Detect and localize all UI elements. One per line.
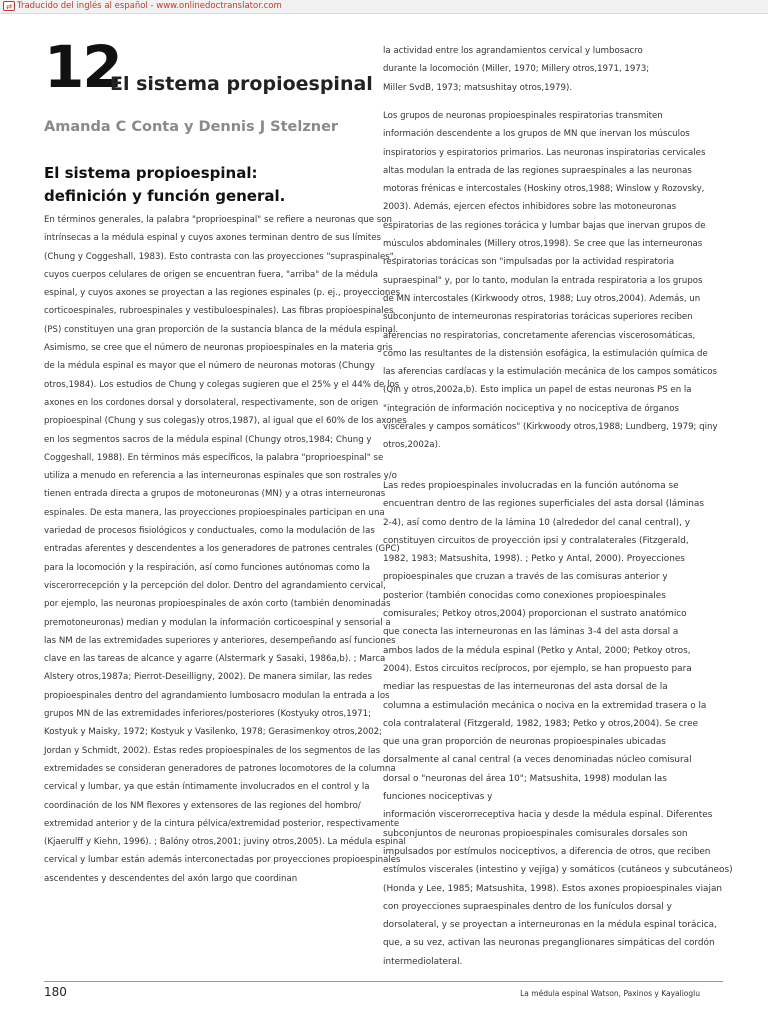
text-line: propioespinales que cruzan a través de las comisuras anterior y [383,572,668,583]
text-line: que, a su vez, activan las neuronas preganglionares simpáticas del cordón [383,938,715,949]
text-line: viscerorrecepción y la percepción del dolor. Dentro del agrandamiento cervical, [44,580,386,591]
text-line: información descendente a los grupos de MN que inervan los músculos [383,129,690,140]
text-line: otros,2002a). [383,440,441,451]
text-line: durante la locomoción (Miller, 1970; Millery otros,1971, 1973; [383,64,650,75]
text-line: coordinación de los NM flexores y extensores de las regiones del hombro/ [44,800,361,811]
text-line: Kostyuk y Maisky, 1972; Kostyuk y Vasilenko, 1978; Gerasimenkoy otros,2002; [44,727,383,738]
right-column-paragraph-2 [383,107,723,455]
text-line: subconjuntos de neuronas propioespinales comisurales dorsales son [383,828,688,839]
text-line: con proyecciones supraespinales dentro de los funículos dorsal y [383,901,672,912]
text-line: las NM de las extremidades superiores y anteriores, desempeñando así funciones [44,635,396,646]
text-line: posterior (también conocidas como conexiones propioespinales [383,590,666,601]
text-line: Coggeshall, 1988). En términos más específicos, la palabra "proprioespinal" se [44,452,384,463]
text-line: cola contralateral (Fitzgerald, 1982, 1983; Petko y otros,2004). Se cree [383,718,699,729]
text-line: intrínsecas a la médula espinal y cuyos axones terminan dentro de sus límites [44,233,381,244]
page-number: 180 [44,985,67,999]
text-line: intermediolateral. [383,956,463,967]
text-line: (Kjaerulff y Kiehn, 1996). ; Balóny otros,2001; juviny otros,2005). La médula espinal [44,837,406,848]
text-line: columna a estimulación mecánica o nociva en la extremidad trasera o la [383,700,707,711]
text-line: las aferencias cardíacas y la estimulación mecánica de los campos somáticos [383,367,717,378]
text-line: propioespinal (Chung y sus colegas)y otros,1987), al igual que el 60% de los axones [44,416,407,427]
left-column-text [44,211,407,888]
text-line: en los segmentos sacros de la médula espinal (Chungy otros,1984; Chung y [44,434,372,445]
text-line: axones en los cordones dorsal y dorsolateral, respectivamente, son de origen [44,397,379,408]
text-line: grupos MN de las extremidades inferiores/posteriores (Kostyuky otros,1971; [44,709,372,720]
text-line: extremidades se consideran generadores de patrones locomotores de la columna [44,763,396,774]
translator-banner-text[interactable]: Traducido del inglés al español - www.onlinedoctranslator.com [17,1,282,11]
text-line: como las resultantes de la distensión esofágica, la estimulación química de [383,348,708,359]
text-line: ambos lados de la médula espinal (Petko y Antal, 2000; Petkoy otros, [383,645,691,656]
text-line: otros,1984). Los estudios de Chung y colegas sugieren que el 25% y el 44% de los [44,379,400,390]
translator-icon: ⇄ [3,1,15,11]
text-line: entradas aferentes y descendentes a los generadores de patrones centrales (GPC) [44,544,400,555]
section-heading-line: definición y función general. [44,187,286,205]
text-line: En términos generales, la palabra "proprioespinal" se refiere a neuronas que son [44,215,392,225]
text-line: de MN intercostales (Kirkwoody otros, 1988; Luy otros,2004). Además, un [383,293,701,304]
text-line: variedad de procesos fisiológicos y conductuales, como la modulación de las [44,526,375,537]
text-line: cuyos cuerpos celulares de origen se encuentran fuera, "arriba" de la médula [44,269,379,280]
text-line: funciones nociceptivas y [383,792,493,803]
text-line: (PS) constituyen una gran proporción de la sustancia blanca de la médula espinal. [44,324,399,335]
text-line: clave en las tareas de alcance y agarre (Alstermark y Sasaki, 1986a,b). ; Marca [44,654,386,665]
text-line: la actividad entre los agrandamientos cervical y lumbosacro [383,46,643,56]
text-line: (Honda y Lee, 1985; Matsushita, 1998). Estos axones propioespinales viajan [383,883,723,894]
text-line: 1982, 1983; Matsushita, 1998). ; Petko y Antal, 2000). Proyecciones [383,554,685,565]
text-line: dorsolateral, y se proyectan a interneuronas en la médula espinal torácica, [383,920,717,931]
text-line: 2004). Estos circuitos recíprocos, por ejemplo, se han propuesto para [383,663,692,674]
section-heading-line: El sistema propioespinal: [44,164,258,182]
text-line: motoras frénicas e intercostales (Hoskiny otros,1988; Winslow y Rozovsky, [383,184,705,195]
text-line: para la locomoción y la respiración, así como funciones autónomas como la [44,562,371,573]
text-line: premotoneuronas) median y modulan la información corticoespinal y sensorial a [44,617,391,628]
running-title: La médula espinal Watson, Paxinos y Kayalioglu [520,989,700,998]
text-line: "integración de información nociceptiva y no nociceptiva de órganos [383,403,679,414]
text-line: Las redes propioespinales involucradas en la función autónoma se [383,481,679,491]
text-line: Jordan y Schmidt, 2002). Estas redes propioespinales de los segmentos de las [44,745,381,756]
text-line: estímulos viscerales (intestino y vejiga) y somáticos (cutáneos y subcutáneos) [383,865,733,876]
text-line: 2003). Además, ejercen efectos inhibidores sobre las motoneuronas [383,202,677,213]
text-line: constituyen circuitos de proyección ipsi y contralaterales (Fitzgerald, [383,535,689,546]
right-column-paragraph-1 [383,42,723,97]
text-line: ascendentes y descendentes del axón largo que coordinan [44,873,298,884]
text-line: respiratorias torácicas son "impulsadas por la actividad respiratoria [383,257,675,268]
text-line: cervical y lumbar están además interconectadas por proyecciones propioespinales [44,855,401,866]
text-line: (Chung y Coggeshall, 1983). Esto contrasta con las proyecciones "supraspinales", [44,251,397,262]
text-line: propioespinales dentro del agrandamiento lumbosacro modulan la entrada a los [44,690,390,701]
text-line: de la médula espinal es mayor que el número de neuronas motoras (Chungy [44,361,375,372]
text-line: impulsados por estímulos nociceptivos, a diferencia de otros, que reciben [383,846,711,857]
section-heading [44,162,344,208]
text-line: extremidad anterior y de la cintura pélvica/extremidad posterior, respectivamente [44,818,400,829]
text-line: espinal, y cuyos axones se proyectan a las regiones espinales (p. ej., proyecciones [44,288,401,299]
right-column-paragraph-3 [383,477,733,971]
text-line: mediar las respuestas de las interneuronas del asta dorsal de la [383,682,668,693]
text-line: aferencias no respiratorias, concretamente aferencias viscerosomáticas, [383,330,696,341]
text-line: encuentran dentro de las regiones superficiales del asta dorsal (láminas [383,499,704,510]
footer-divider [44,981,723,982]
text-line: información viscerorreceptiva hacia y desde la médula espinal. Diferentes [383,810,713,821]
text-line: cervical y lumbar, ya que están íntimamente involucrados en el control y la [44,782,370,793]
text-line: Asimismo, se cree que el número de neuronas propioespinales en la materia gris [44,343,393,354]
authors: Amanda C Conta y Dennis J Stelzner [44,119,339,135]
text-line: por ejemplo, las neuronas propioespinales de axón corto (también denominadas [44,599,391,610]
text-line: Miller SvdB, 1973; matsushitay otros,1979). [383,82,573,93]
text-line: dorsalmente al canal central (a veces denominadas núcleo comisural [383,755,692,766]
text-line: músculos abdominales (Millery otros,1998). Se cree que las interneuronas [383,239,703,250]
text-line: que conecta las interneuronas en las láminas 3-4 del asta dorsal a [383,627,679,638]
text-line: espinales. De esta manera, las proyecciones propioespinales participan en una [44,507,385,518]
chapter-title: El sistema propioespinal [110,73,373,95]
text-line: (Qin y otros,2002a,b). Esto implica un papel de estas neuronas PS en la [383,385,692,396]
text-line: supraespinal" y, por lo tanto, modulan la entrada respiratoria a los grupos [383,275,703,286]
text-line: corticoespinales, rubroespinales y vestibuloespinales). Las fibras propioespinales [44,306,394,317]
text-line: dorsal o "neuronas del área 10"; Matsushita, 1998) modulan las [383,773,667,784]
chapter-number: 12 [44,33,121,101]
text-line: espiratorias de las regiones torácica y lumbar bajas que inervan grupos de [383,220,706,231]
text-line: Los grupos de neuronas propioespinales respiratorias transmiten [383,111,663,121]
text-line: viscerales y campos somáticos" (Kirkwoody otros,1988; Lundberg, 1979; qiny [383,422,718,433]
text-line: Alstery otros,1987a; Pierrot-Deseilligny, 2002). De manera similar, las redes [44,672,372,683]
text-line: subconjunto de interneuronas respiratorias torácicas superiores reciben [383,312,693,323]
text-line: tienen entrada directa a grupos de motoneuronas (MN) y a otras interneuronas [44,489,386,500]
text-line: 2-4), así como dentro de la lámina 10 (alrededor del canal central), y [383,517,691,528]
text-line: comisurales; Petkoy otros,2004) proporcionan el sustrato anatómico [383,609,687,620]
text-line: que una gran proporción de neuronas propioespinales ubicadas [383,737,666,748]
text-line: utiliza a menudo en referencia a las interneuronas espinales que son rostrales y/o [44,471,397,482]
translator-banner [0,0,768,14]
text-line: altas modulan la entrada de las regiones supraespinales a las neuronas [383,165,692,176]
text-line: inspiratorios y espiratorios primarios. Las neuronas inspiratorias cervicales [383,147,706,158]
